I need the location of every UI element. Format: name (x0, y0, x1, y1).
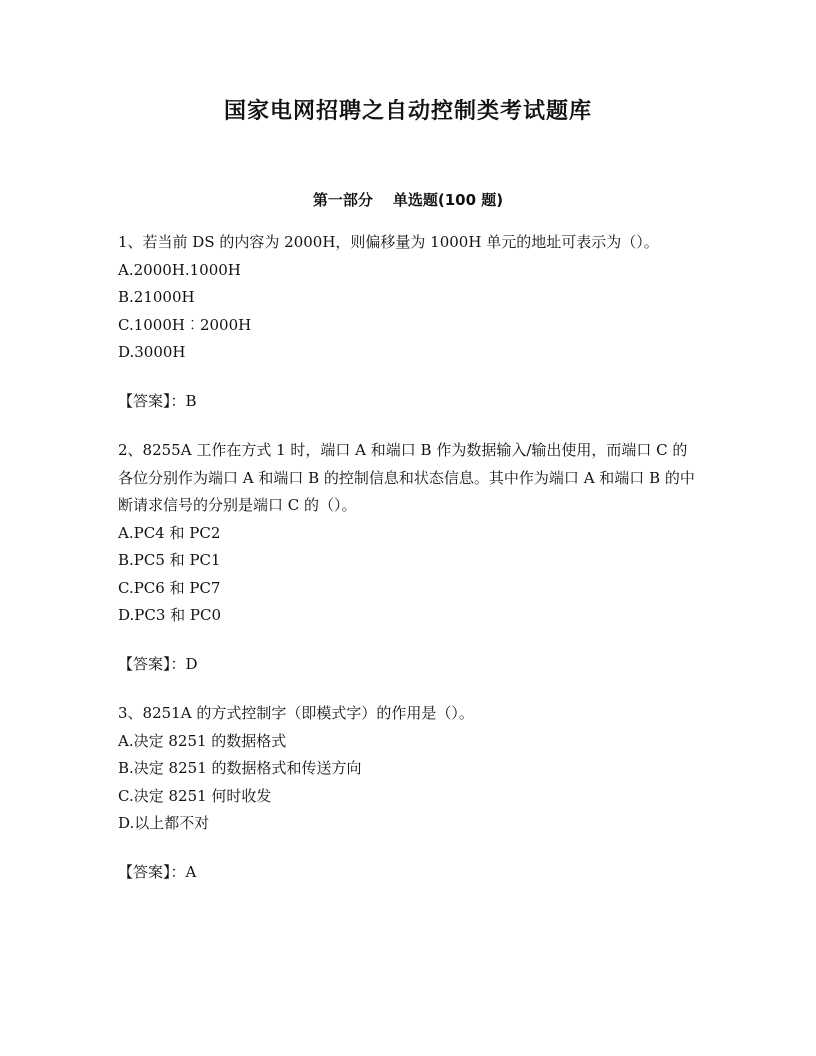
document-title: 国家电网招聘之自动控制类考试题库 (223, 99, 592, 124)
question-1 (118, 229, 698, 415)
option-c: C.1000H︰2000H (118, 315, 252, 334)
section-name: 单选题(100 题) (392, 191, 504, 209)
answer (118, 388, 698, 416)
question-text: 2、8255A 工作在方式 1 时，端口 A 和端口 B 作为数据输入/输出使用，而端口 C 的各位分别作为端口 A 和端口 B 的控制信息和状态信息。其中作为端口 A 和端口 B 的中断请求信号的分别是端口 C 的（）。 (118, 441, 695, 514)
answer-label: 【答案】 (118, 654, 171, 673)
option-d: D.PC3 和 PC0 (118, 606, 222, 624)
answer-value: ：D (170, 654, 198, 673)
answer-value: ：B (170, 391, 197, 410)
answer-value: ：A (170, 862, 197, 881)
question-2 (118, 437, 698, 678)
option-c: C.PC6 和 PC7 (118, 578, 221, 597)
option-a: A.决定 8251 的数据格式 (118, 731, 287, 750)
option-c: C.决定 8251 何时收发 (118, 786, 272, 805)
question-list (118, 229, 698, 908)
option-b: B.21000H (118, 288, 195, 306)
question-text: 1、若当前 DS 的内容为 2000H，则偏移量为 1000H 单元的地址可表示为（）。 (118, 233, 659, 251)
option-d: D.以上都不对 (118, 814, 210, 832)
question-3 (118, 700, 698, 886)
answer (118, 651, 698, 679)
question-text: 3、8251A 的方式控制字（即模式字）的作用是（）。 (118, 704, 474, 722)
answer-label: 【答案】 (118, 862, 171, 881)
answer (118, 859, 698, 887)
section-part: 第一部分 (312, 191, 373, 209)
option-a: A.PC4 和 PC2 (118, 523, 221, 542)
option-b: B.PC5 和 PC1 (118, 551, 221, 569)
option-d: D.3000H (118, 343, 186, 361)
answer-label: 【答案】 (118, 391, 171, 410)
option-a: A.2000H.1000H (118, 260, 241, 279)
option-b: B.决定 8251 的数据格式和传送方向 (118, 759, 362, 777)
section-heading (0, 189, 816, 210)
